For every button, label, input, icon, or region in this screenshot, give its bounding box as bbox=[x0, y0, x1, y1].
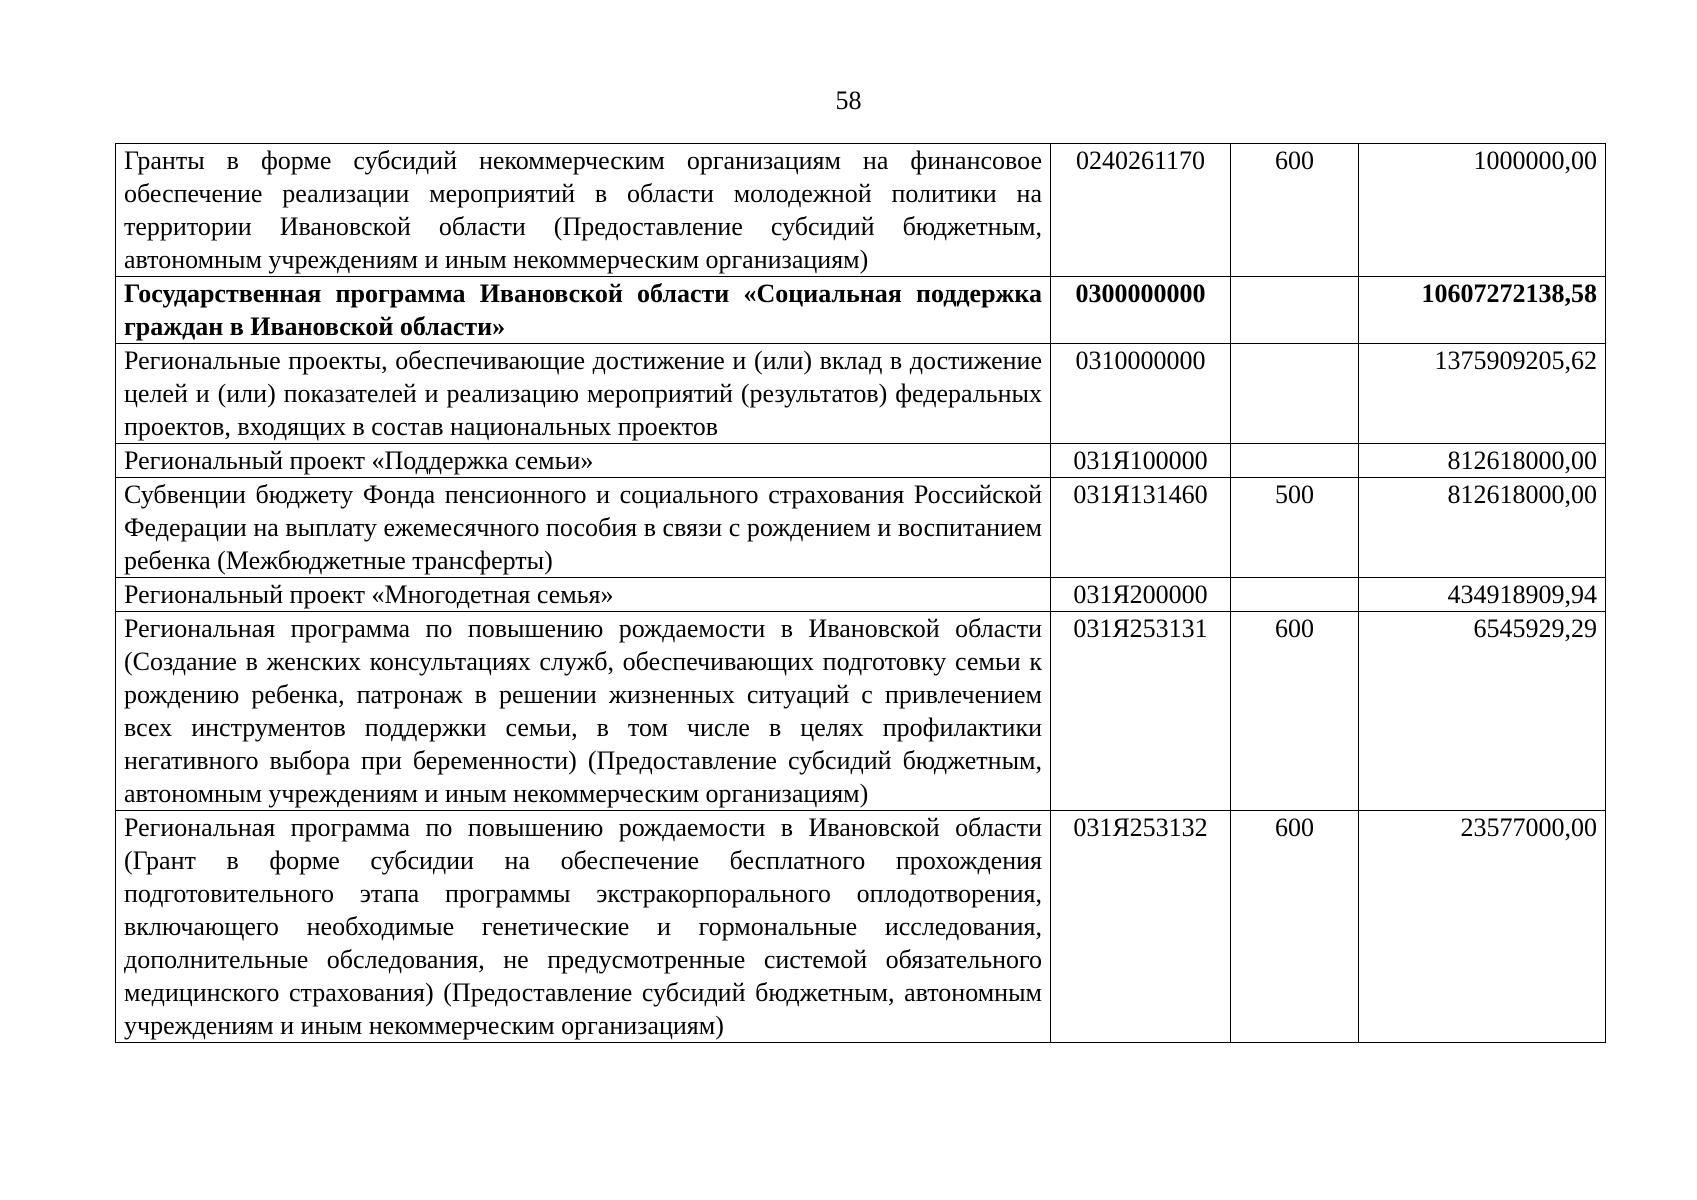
row-target-code: 031Я200000 bbox=[1051, 578, 1231, 612]
row-target-code: 031Я131460 bbox=[1051, 478, 1231, 578]
row-amount: 1375909205,62 bbox=[1359, 344, 1606, 444]
row-expense-kind bbox=[1231, 578, 1359, 612]
row-expense-kind: 500 bbox=[1231, 478, 1359, 578]
row-amount: 23577000,00 bbox=[1359, 811, 1606, 1043]
table-row bbox=[116, 277, 1606, 344]
row-target-code: 0310000000 bbox=[1051, 344, 1231, 444]
row-expense-kind bbox=[1231, 444, 1359, 478]
row-name: Региональная программа по повышению рождаемости в Ивановской области (Грант в форме субсидии на обеспечение бесплатного прохождения подготовительного этапа программы экстракорпорального оплодотворения, включающего необходимые генетические и гормональные исследования, дополнительные обследования, не предусмотренные системой обязательного медицинского страхования) (Предоставление субсидий бюджетным, автономным учреждениям и иным некоммерческим организациям) bbox=[116, 811, 1051, 1043]
row-amount: 812618000,00 bbox=[1359, 478, 1606, 578]
row-expense-kind bbox=[1231, 277, 1359, 344]
table-row bbox=[116, 612, 1606, 811]
row-amount: 434918909,94 bbox=[1359, 578, 1606, 612]
row-name: Гранты в форме субсидий некоммерческим организациям на финансовое обеспечение реализации мероприятий в области молодежной политики на территории Ивановской области (Предоставление субсидий бюджетным, автономным учреждениям и иным некоммерческим организациям) bbox=[116, 144, 1051, 277]
row-target-code: 031Я253131 bbox=[1051, 612, 1231, 811]
row-target-code: 031Я100000 bbox=[1051, 444, 1231, 478]
row-expense-kind bbox=[1231, 344, 1359, 444]
table-row bbox=[116, 478, 1606, 578]
row-expense-kind: 600 bbox=[1231, 144, 1359, 277]
table-row bbox=[116, 811, 1606, 1043]
table-row bbox=[116, 578, 1606, 612]
row-amount: 1000000,00 bbox=[1359, 144, 1606, 277]
row-expense-kind: 600 bbox=[1231, 612, 1359, 811]
row-amount: 6545929,29 bbox=[1359, 612, 1606, 811]
row-name: Региональный проект «Многодетная семья» bbox=[116, 578, 1051, 612]
table-row bbox=[116, 344, 1606, 444]
row-target-code: 0240261170 bbox=[1051, 144, 1231, 277]
row-name: Региональный проект «Поддержка семьи» bbox=[116, 444, 1051, 478]
budget-table-body bbox=[116, 144, 1606, 1043]
row-amount: 10607272138,58 bbox=[1359, 277, 1606, 344]
row-amount: 812618000,00 bbox=[1359, 444, 1606, 478]
row-target-code: 031Я253132 bbox=[1051, 811, 1231, 1043]
row-expense-kind: 600 bbox=[1231, 811, 1359, 1043]
row-target-code: 0300000000 bbox=[1051, 277, 1231, 344]
table-row bbox=[116, 444, 1606, 478]
page-number: 58 bbox=[835, 86, 862, 115]
row-name: Региональная программа по повышению рождаемости в Ивановской области (Создание в женских консультациях служб, обеспечивающих подготовку семьи к рождению ребенка, патронаж в решении жизненных ситуаций с привлечением всех инструментов поддержки семьи, в том числе в целях профилактики негативного выбора при беременности) (Предоставление субсидий бюджетным, автономным учреждениям и иным некоммерческим организациям) bbox=[116, 612, 1051, 811]
table-row bbox=[116, 144, 1606, 277]
row-name: Субвенции бюджету Фонда пенсионного и социального страхования Российской Федерации на выплату ежемесячного пособия в связи с рождением и воспитанием ребенка (Межбюджетные трансферты) bbox=[116, 478, 1051, 578]
row-name: Региональные проекты, обеспечивающие достижение и (или) вклад в достижение целей и (или) показателей и реализацию мероприятий (результатов) федеральных проектов, входящих в состав национальных проектов bbox=[116, 344, 1051, 444]
budget-table bbox=[115, 143, 1606, 1043]
row-name: Государственная программа Ивановской области «Социальная поддержка граждан в Ивановской области» bbox=[116, 277, 1051, 344]
